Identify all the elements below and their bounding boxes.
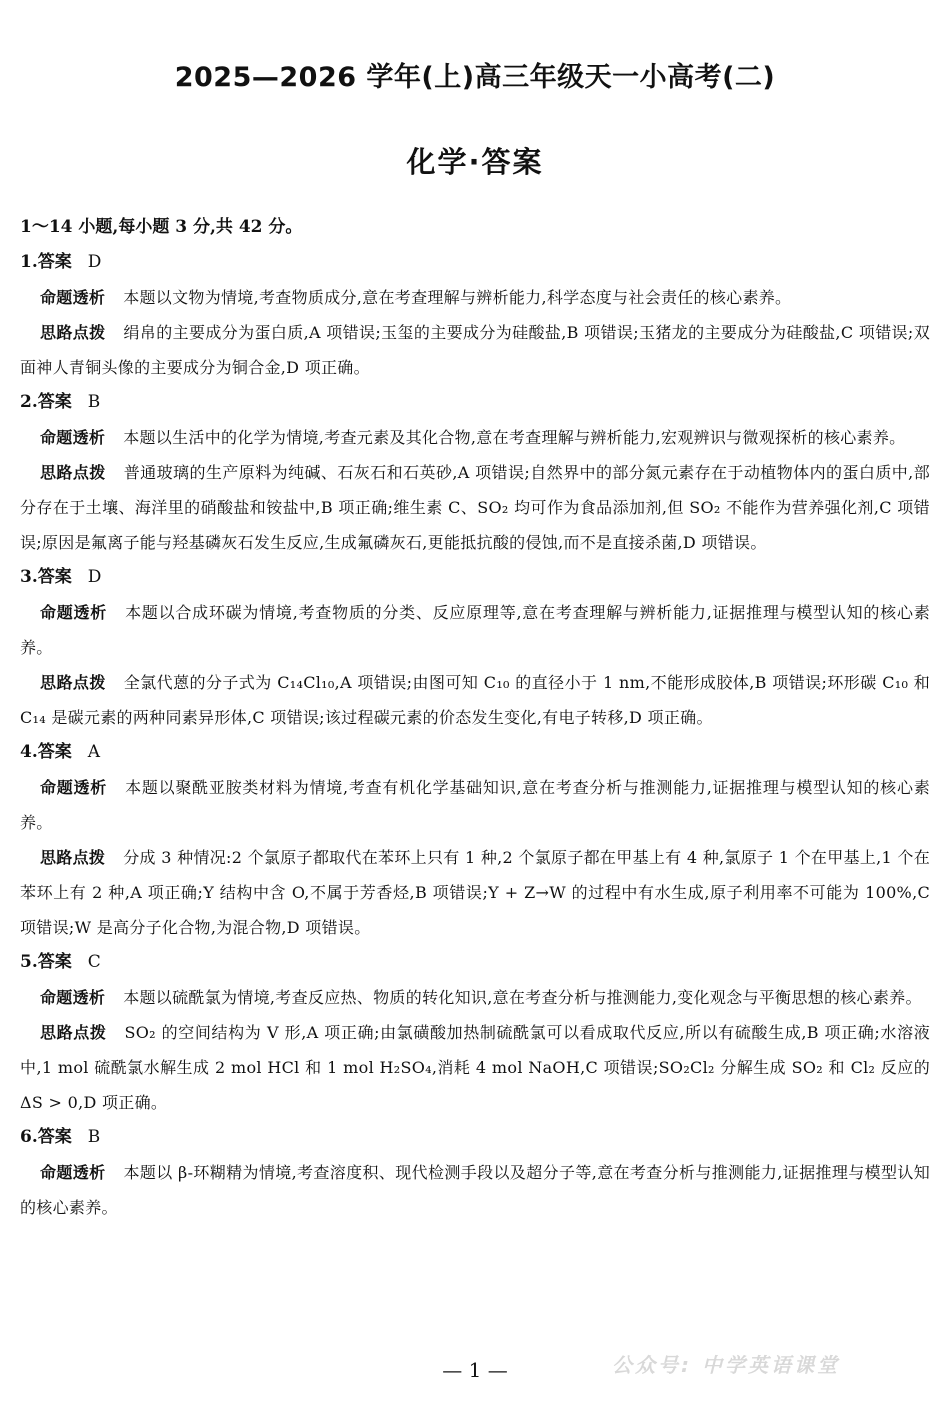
analysis-text: 本题以合成环碳为情境,考查物质的分类、反应原理等,意在考查理解与辨析能力,证据推理与模型认知的核心素养。 [20, 603, 931, 657]
question-4-hint [20, 840, 930, 945]
answer-label: 答案 [37, 1127, 72, 1147]
answer-label: 答案 [37, 952, 72, 972]
question-5-hint [20, 1015, 930, 1120]
question-2-hint [20, 455, 930, 560]
question-1-analysis [20, 280, 930, 315]
answer-label: 答案 [37, 392, 72, 412]
answer-value: C [87, 952, 101, 972]
page-subtitle: 化学·答案 [406, 145, 544, 179]
analysis-label: 命题透析 [40, 288, 106, 307]
answer-value: D [87, 252, 102, 272]
analysis-text: 本题以生活中的化学为情境,考查元素及其化合物,意在考查理解与辨析能力,宏观辨识与微观探析的核心素养。 [123, 428, 906, 447]
hint-text: 普通玻璃的生产原料为纯碱、石灰石和石英砂,A 项错误;自然界中的部分氮元素存在于动植物体内的蛋白质中,部分存在于土壤、海洋里的硝酸盐和铵盐中,B 项正确;维生素 C、SO₂ 均可作为食品添加剂,但 SO₂ 不能作为营养强化剂,C 项错误;原因是氟离子能与羟基磷灰石发生反应,生成氟磷灰石,更能抵抗酸的侵蚀,而不是直接杀菌,D 项错误。 [20, 463, 930, 552]
analysis-label: 命题透析 [40, 778, 108, 797]
page-title: 2025—2026 学年(上)高三年级天一小高考(二) [174, 62, 776, 93]
question-6-header [20, 1120, 930, 1155]
question-number: 2. [20, 392, 38, 412]
question-number: 6. [20, 1127, 38, 1147]
intro-line: 1～14 小题,每小题 3 分,共 42 分。 [20, 217, 303, 237]
analysis-text: 本题以 β-环糊精为情境,考查溶度积、现代检测手段以及超分子等,意在考查分析与推测能力,证据推理与模型认知的核心素养。 [20, 1163, 930, 1217]
analysis-label: 命题透析 [40, 603, 108, 622]
answer-value: B [87, 1127, 101, 1147]
answer-value: B [87, 392, 101, 412]
question-2-header [20, 385, 930, 420]
question-5-analysis [20, 980, 930, 1015]
question-3-header [20, 560, 930, 595]
hint-label: 思路点拨 [40, 1023, 107, 1042]
question-4-analysis [20, 770, 930, 840]
hint-label: 思路点拨 [40, 323, 106, 342]
hint-label: 思路点拨 [40, 463, 106, 482]
question-number: 1. [20, 252, 38, 272]
question-4-header [20, 735, 930, 770]
question-number: 3. [20, 567, 38, 587]
question-6-analysis [20, 1155, 930, 1225]
question-1-hint [20, 315, 930, 385]
analysis-label: 命题透析 [40, 428, 106, 447]
hint-label: 思路点拨 [40, 673, 106, 692]
hint-text: SO₂ 的空间结构为 V 形,A 项正确;由氯磺酸加热制硫酰氯可以看成取代反应,所以有硫酸生成,B 项正确;水溶液中,1 mol 硫酰氯水解生成 2 mol HCl 和 1 mol H₂SO₄,消耗 4 mol NaOH,C 项错误;SO₂Cl₂ 分解生成 SO₂ 和 Cl₂ 反应的 ΔS > 0,D 项正确。 [20, 1023, 930, 1112]
analysis-text: 本题以硫酰氯为情境,考查反应热、物质的转化知识,意在考查分析与推测能力,变化观念与平衡思想的核心素养。 [123, 988, 922, 1007]
analysis-label: 命题透析 [40, 988, 106, 1007]
watermark: 公众号: 中学英语课堂 [612, 1353, 840, 1377]
page-number: — 1 — [442, 1358, 508, 1382]
answer-value: A [87, 742, 101, 762]
hint-text: 绢帛的主要成分为蛋白质,A 项错误;玉玺的主要成分为硅酸盐,B 项错误;玉猪龙的主要成分为硅酸盐,C 项错误;双面神人青铜头像的主要成分为铜合金,D 项正确。 [20, 323, 930, 377]
question-number: 5. [20, 952, 38, 972]
question-2-analysis [20, 420, 930, 455]
question-3-hint [20, 665, 930, 735]
hint-text: 分成 3 种情况:2 个氯原子都取代在苯环上只有 1 种,2 个氯原子都在甲基上有 4 种,氯原子 1 个在甲基上,1 个在苯环上有 2 种,A 项正确;Y 结构中含 O,不属于芳香烃,B 项错误;Y + Z→W 的过程中有水生成,原子利用率不可能为 100%,C 项错误;W 是高分子化合物,为混合物,D 项错误。 [20, 848, 931, 937]
analysis-label: 命题透析 [40, 1163, 106, 1182]
question-3-analysis [20, 595, 930, 665]
hint-text: 全氯代蒽的分子式为 C₁₄Cl₁₀,A 项错误;由图可知 C₁₀ 的直径小于 1 nm,不能形成胶体,B 项错误;环形碳 C₁₀ 和 C₁₄ 是碳元素的两种同素异形体,C 项错误;该过程碳元素的价态发生变化,有电子转移,D 项正确。 [20, 673, 931, 727]
analysis-text: 本题以文物为情境,考查物质成分,意在考查理解与辨析能力,科学态度与社会责任的核心素养。 [123, 288, 792, 307]
answer-content [20, 210, 930, 1225]
answer-label: 答案 [37, 567, 72, 587]
answer-label: 答案 [37, 742, 72, 762]
question-5-header [20, 945, 930, 980]
question-number: 4. [20, 742, 38, 762]
answer-label: 答案 [37, 252, 72, 272]
hint-label: 思路点拨 [40, 848, 106, 867]
question-1-header [20, 245, 930, 280]
answer-value: D [87, 567, 102, 587]
analysis-text: 本题以聚酰亚胺类材料为情境,考查有机化学基础知识,意在考查分析与推测能力,证据推理与模型认知的核心素养。 [20, 778, 931, 832]
